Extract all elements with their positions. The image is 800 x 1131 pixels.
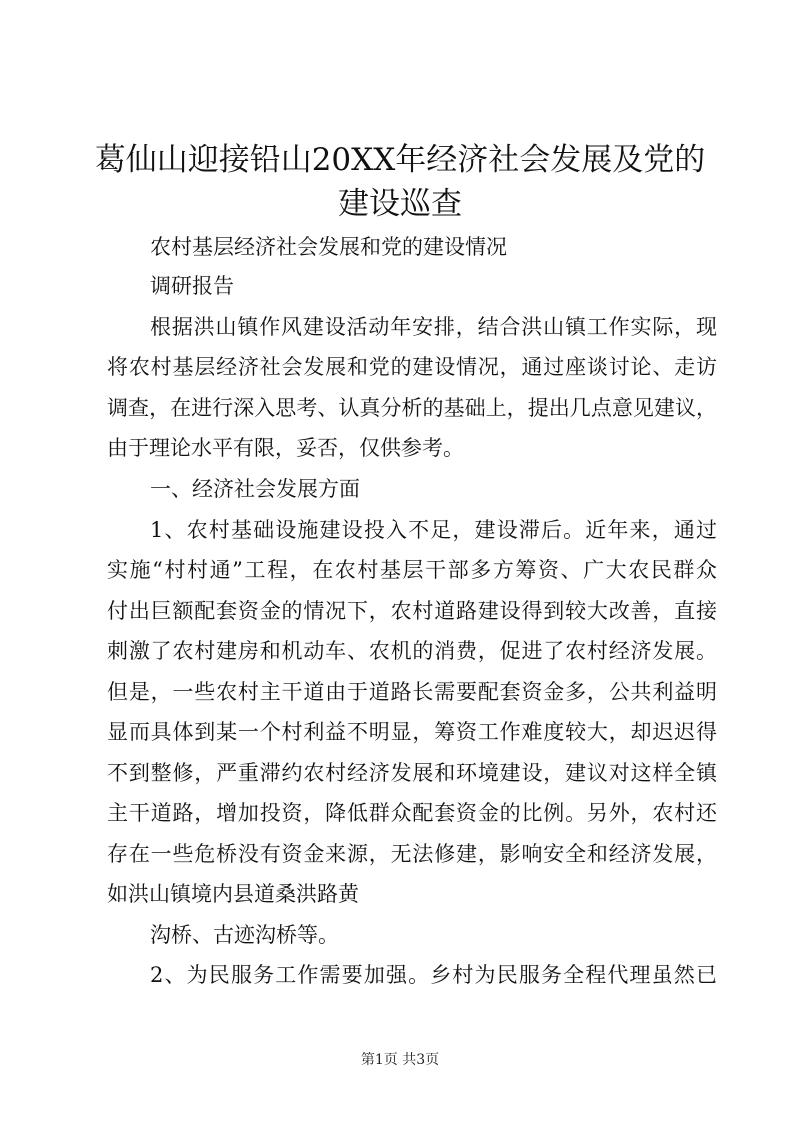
paragraph-line: 刺激了农村建房和机动车、农机的消费，促进了农村经济发展。 <box>107 639 717 663</box>
title-line: 建设巡查 <box>338 186 462 222</box>
paragraph-line: 显而具体到某一个村利益不明显，筹资工作难度较大，却迟迟得 <box>107 720 717 744</box>
paragraph-line: 主干道路，增加投资，降低群众配套资金的比例。另外，农村还 <box>107 801 717 825</box>
subtitle-line: 调研报告 <box>150 274 234 298</box>
paragraph-line: 但是，一些农村主干道由于道路长需要配套资金多，公共利益明 <box>107 680 717 704</box>
paragraph-line: 由于理论水平有限，妥否，仅供参考。 <box>107 436 464 460</box>
paragraph-line: 不到整修，严重滞约农村经济发展和环境建设，建议对这样全镇 <box>107 761 717 785</box>
paragraph-line: 如洪山镇境内县道桑洪路黄 <box>107 882 359 906</box>
paragraph-line: 付出巨额配套资金的情况下，农村道路建设得到较大改善，直接 <box>107 599 717 623</box>
paragraph-line: 1、农村基础设施建设投入不足，建设滞后。近年来，通过 <box>150 518 717 542</box>
document-title <box>60 138 740 226</box>
paragraph-line: 沟桥、古迹沟桥等。 <box>150 923 339 947</box>
section-heading: 一、经济社会发展方面 <box>150 477 360 501</box>
paragraph-line: 2、为民服务工作需要加强。乡村为民服务全程代理虽然已 <box>150 963 717 987</box>
paragraph-line: 实施“村村通”工程，在农村基层干部多方筹资、广大农民群众 <box>107 558 717 582</box>
paragraph-line: 将农村基层经济社会发展和党的建设情况，通过座谈讨论、走访 <box>107 355 717 379</box>
paragraph-line: 存在一些危桥没有资金来源，无法修建，影响安全和经济发展， <box>107 842 717 866</box>
title-line: 葛仙山迎接铅山20XX年经济社会发展及党的 <box>94 142 706 178</box>
paragraph-line: 调查，在进行深入思考、认真分析的基础上，提出几点意见建议， <box>107 396 717 420</box>
page-footer: 第1页 共3页 <box>360 1052 440 1068</box>
paragraph-line: 根据洪山镇作风建设活动年安排，结合洪山镇工作实际，现 <box>150 315 717 339</box>
subtitle-line: 农村基层经济社会发展和党的建设情况 <box>150 235 507 259</box>
